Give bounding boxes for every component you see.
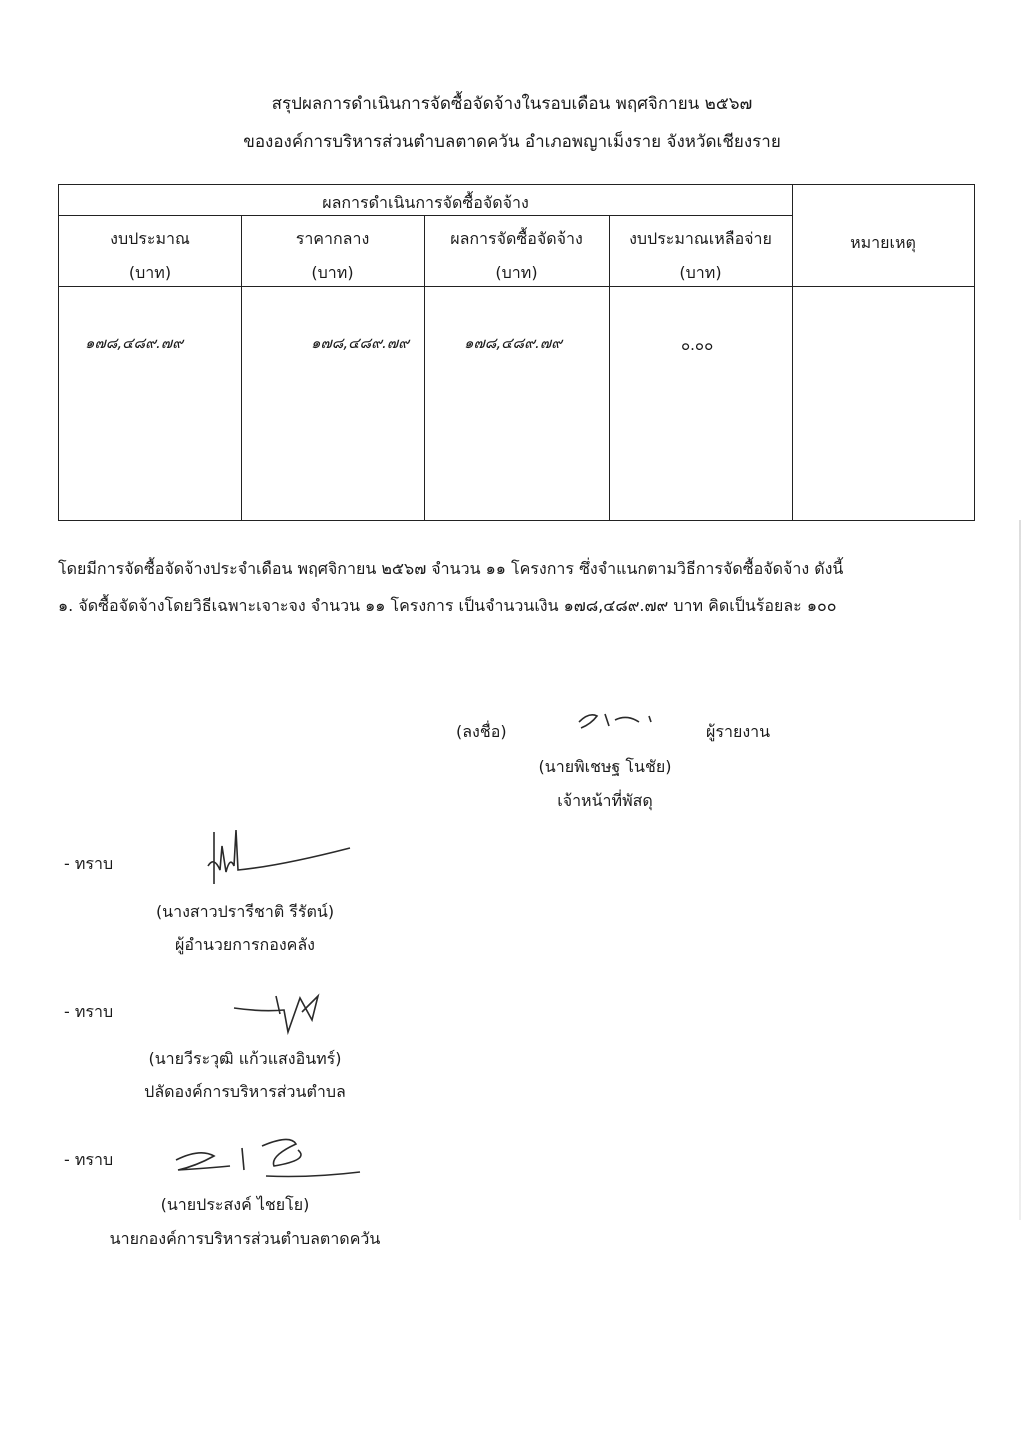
- director-name: (นางสาวปรารีชาติ รีรัตน์): [155, 902, 335, 921]
- director-position: ผู้อำนวยการกองคลัง: [175, 935, 315, 954]
- deputy-name: (นายวีระวุฒิ แก้วแสงอินทร์): [148, 1049, 342, 1068]
- column-unit: (บาท): [128, 263, 172, 282]
- director-signature: [200, 826, 360, 888]
- document-title: สรุปผลการดำเนินการจัดซื้อจัดจ้างในรอบเดือน พฤศจิกายน ๒๕๖๗: [271, 94, 753, 114]
- table-cell-remaining: ๐.๐๐: [681, 336, 714, 354]
- table-cell-median-price: ๑๗๘,๔๘๙.๗๙: [311, 334, 410, 352]
- table-cell-budget: ๑๗๘,๔๘๙.๗๙: [85, 334, 184, 352]
- deputy-position: ปลัดองค์การบริหารส่วนตำบล: [144, 1082, 346, 1101]
- column-unit: (บาท): [495, 263, 538, 282]
- sign-label: (ลงชื่อ): [456, 722, 507, 741]
- summary-line: โดยมีการจัดซื้อจัดจ้างประจำเดือน พฤศจิกายน ๒๕๖๗ จำนวน ๑๑ โครงการ ซึ่งจำแนกตามวิธีการจัดซื้อจัดจ้าง ดังนี้: [58, 559, 844, 578]
- acknowledge-label: - ทราบ: [64, 1002, 114, 1021]
- document-subtitle: ขององค์การบริหารส่วนตำบลตาดควัน อำเภอพญาเม็งราย จังหวัดเชียงราย: [243, 132, 781, 152]
- reporter-name: (นายพิเชษฐ โนชัย): [538, 757, 672, 776]
- procurement-table: [58, 184, 975, 521]
- reporter-signature: [575, 706, 685, 736]
- reporter-position: เจ้าหน้าที่พัสดุ: [557, 791, 653, 810]
- column-header-remaining: งบประมาณเหลือจ่าย: [629, 229, 772, 248]
- column-header-result: ผลการจัดซื้อจัดจ้าง: [450, 229, 583, 248]
- column-header-budget: งบประมาณ: [110, 229, 190, 248]
- table-divider: [59, 286, 974, 287]
- table-cell-result: ๑๗๘,๔๘๙.๗๙: [464, 334, 563, 352]
- column-unit: (บาท): [679, 263, 722, 282]
- mayor-name: (นายประสงค์ ไชยโย): [160, 1195, 310, 1214]
- mayor-position: นายกองค์การบริหารส่วนตำบลตาดควัน: [109, 1229, 381, 1248]
- summary-method-line: ๑. จัดซื้อจัดจ้างโดยวิธีเฉพาะเจาะจง จำนวน ๑๑ โครงการ เป็นจำนวนเงิน ๑๗๘,๔๘๙.๗๙ บาท คิดเป็นร้อยละ ๑๐๐: [58, 596, 837, 615]
- column-header-remark: หมายเหตุ: [850, 233, 916, 252]
- reporter-role: ผู้รายงาน: [706, 722, 771, 741]
- deputy-signature: [232, 990, 332, 1036]
- scan-edge: [1019, 520, 1021, 1220]
- column-unit: (บาท): [311, 263, 354, 282]
- column-header-median-price: ราคากลาง: [295, 229, 370, 248]
- table-group-header: ผลการดำเนินการจัดซื้อจัดจ้าง: [322, 193, 529, 212]
- acknowledge-label: - ทราบ: [64, 854, 114, 873]
- acknowledge-label: - ทราบ: [64, 1150, 114, 1169]
- mayor-signature: [170, 1132, 370, 1188]
